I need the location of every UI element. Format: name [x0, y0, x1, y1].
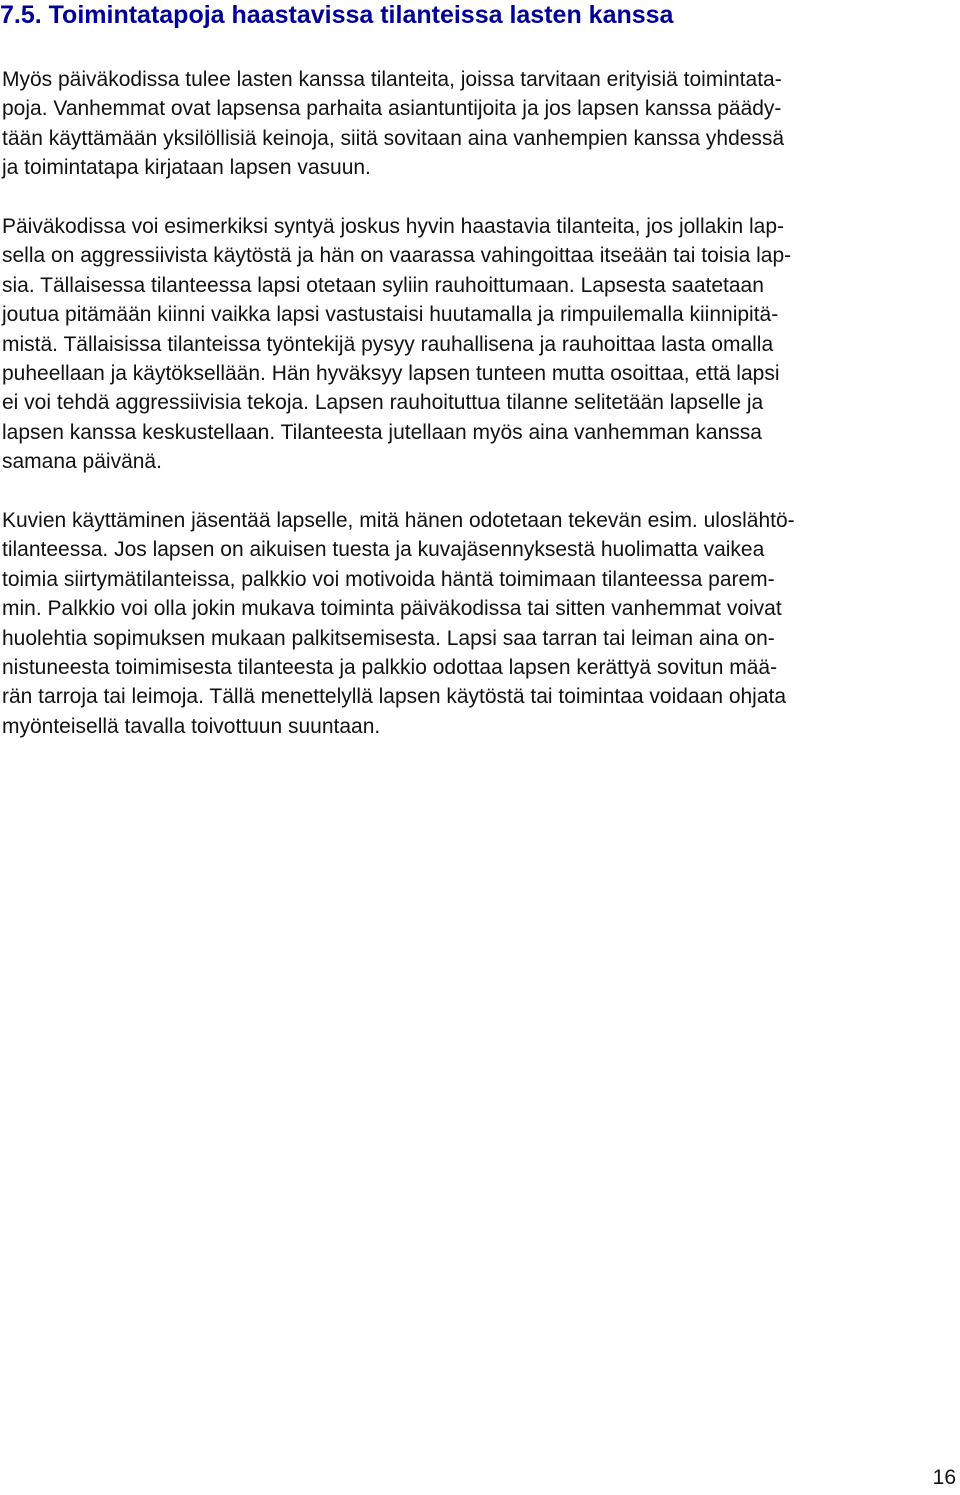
paragraph-picture-use — [2, 506, 952, 741]
paragraph-line: nistuneesta toimimisesta tilanteesta ja palkkio odottaa lapsen kerättyä sovitun mää- — [2, 656, 778, 680]
paragraph-line: min. Palkkio voi olla jokin mukava toiminta päiväkodissa tai sitten vanhemmat voivat — [2, 597, 782, 621]
paragraph-line: ei voi tehdä aggressiivisia tekoja. Lapsen rauhoituttua tilanne selitetään lapselle ja — [2, 391, 764, 415]
paragraph-line: sia. Tällaisessa tilanteessa lapsi otetaan syliin rauhoittumaan. Lapsesta saatetaan — [2, 273, 764, 297]
page-number: 16 — [932, 1466, 956, 1489]
paragraph-line: lapsen kanssa keskustellaan. Tilanteesta jutellaan myös aina vanhemman kanssa — [2, 420, 762, 444]
paragraph-line: joutua pitämään kiinni vaikka lapsi vastustaisi huutamalla ja rimpuilemalla kiinnipitä- — [2, 303, 779, 327]
paragraph-line: Kuvien käyttäminen jäsentää lapselle, mitä hänen odotetaan tekevän esim. uloslähtö- — [2, 509, 795, 532]
paragraph-line: tään käyttämään yksilöllisiä keinoja, siitä sovitaan aina vanhempien kanssa yhdessä — [2, 126, 785, 150]
paragraph-line: Myös päiväkodissa tulee lasten kanssa tilanteita, joissa tarvitaan erityisiä toimintata- — [2, 68, 782, 91]
paragraph-line: toimia siirtymätilanteissa, palkkio voi motivoida häntä toimimaan tilanteessa parem- — [2, 567, 775, 591]
paragraph-line: samana päivänä. — [2, 450, 162, 474]
paragraph-line: mistä. Tällaisissa tilanteissa työntekijä pysyy rauhallisena ja rauhoittaa lasta omalla — [2, 332, 774, 356]
section-heading: 7.5. Toimintatapoja haastavissa tilanteissa lasten kanssa — [0, 1, 674, 29]
paragraph-line: poja. Vanhemmat ovat lapsensa parhaita asiantuntijoita ja jos lapsen kanssa päädy- — [2, 97, 782, 121]
paragraph-challenging-situations — [2, 212, 952, 477]
paragraph-line: Päiväkodissa voi esimerkiksi syntyä joskus hyvin haastavia tilanteita, jos jollakin lap- — [2, 215, 785, 238]
paragraph-intro — [2, 65, 952, 183]
paragraph-line: ja toimintatapa kirjataan lapsen vasuun. — [2, 156, 371, 180]
paragraph-line: rän tarroja tai leimoja. Tällä menettelyllä lapsen käytöstä tai toimintaa voidaan ohjata — [2, 685, 787, 709]
paragraph-line: sella on aggressiivista käytöstä ja hän on vaarassa vahingoittaa itseään tai toisia lap- — [2, 244, 792, 268]
paragraph-line: puheellaan ja käytöksellään. Hän hyväksyy lapsen tunteen mutta osoittaa, että lapsi — [2, 362, 780, 386]
paragraph-line: huolehtia sopimuksen mukaan palkitsemisesta. Lapsi saa tarran tai leiman aina on- — [2, 626, 775, 650]
paragraph-line: tilanteessa. Jos lapsen on aikuisen tuesta ja kuvajäsennyksestä huolimatta vaikea — [2, 538, 765, 562]
paragraph-line: myönteisellä tavalla toivottuun suuntaan. — [2, 714, 381, 738]
